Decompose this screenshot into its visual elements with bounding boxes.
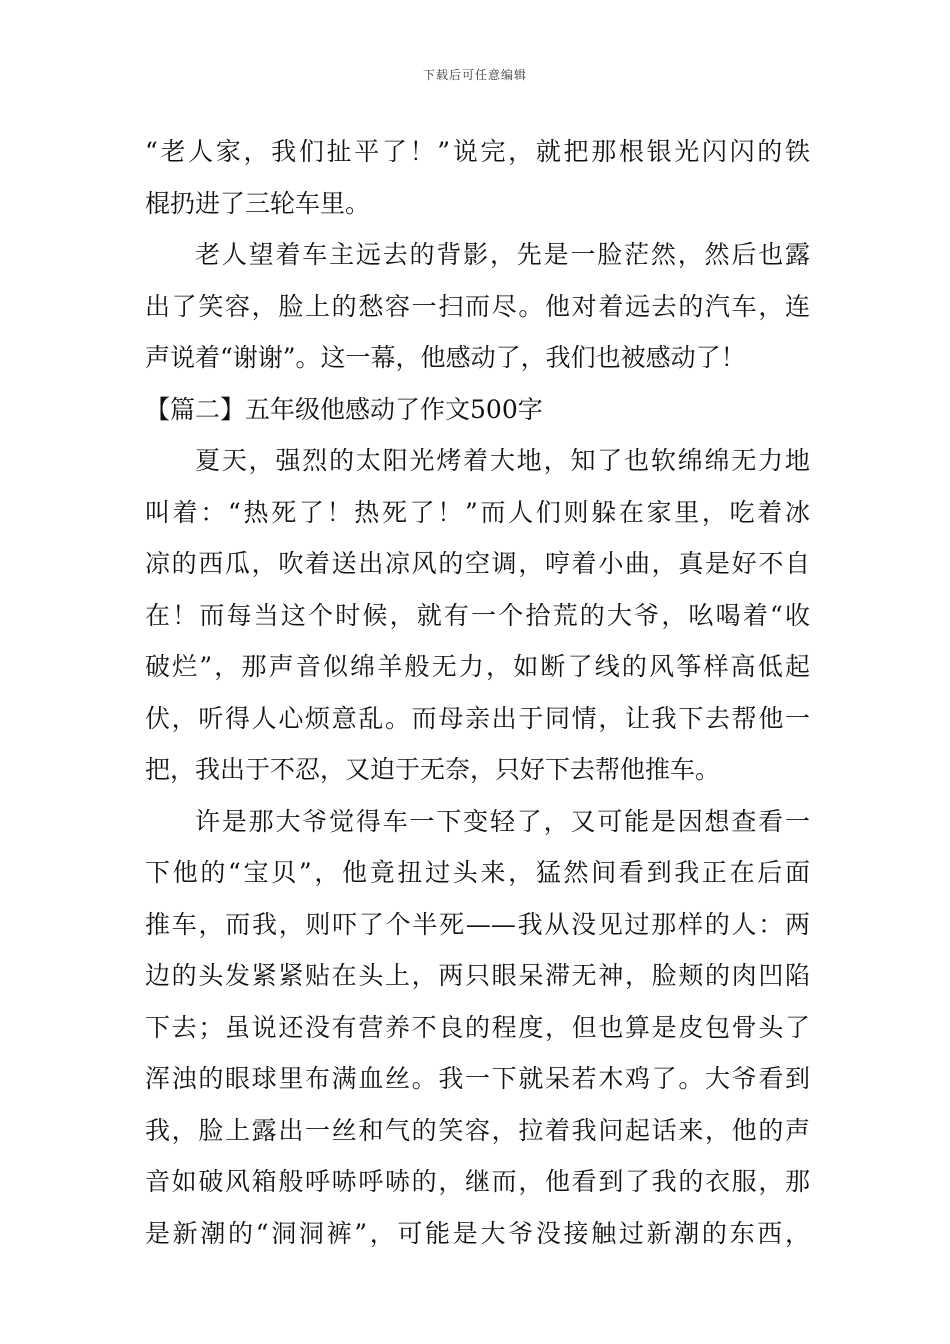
text-line: 伏，听得人心烦意乱。而母亲出于同情，让我下去帮他一 [145,703,810,733]
text-line: 边的头发紧紧贴在头上，两只眼呆滞无神，脸颊的肉凹陷 [145,961,810,990]
text-line: 在！而每当这个时候，就有一个拾荒的大爷，吆喝着“收 [145,600,810,630]
paragraph-first-line: 许是那大爷觉得车一下变轻了，又可能是因想查看一 [195,806,810,836]
page-header: 下载后可任意编辑 [422,68,527,82]
text-line: 凉的西瓜，吹着送出凉风的空调，哼着小曲，真是好不自 [145,549,810,578]
section-heading: 【篇二】五年级他感动了作文500字 [145,394,543,424]
text-line: 下他的“宝贝”，他竟扭过头来，猛然间看到我正在后面 [145,858,810,887]
text-line: 下去；虽说还没有营养不良的程度，但也算是皮包骨头了 [145,1012,810,1042]
text-line: 推车，而我，则吓了个半死——我从没见过那样的人：两 [145,909,810,939]
text-line: 浑浊的眼球里布满血丝。我一下就呆若木鸡了。大爷看到 [145,1064,810,1093]
text-line: 我，脸上露出一丝和气的笑容，拉着我问起话来，他的声 [145,1115,810,1145]
text-line: 棍扔进了三轮车里。 [145,188,371,218]
text-line: “老人家，我们扯平了！”说完，就把那根银光闪闪的铁 [145,137,810,166]
text-line: 声说着“谢谢”。这一幕，他感动了，我们也被感动了！ [145,343,746,372]
paragraph-first-line: 夏天，强烈的太阳光烤着大地，知了也软绵绵无力地 [195,446,810,475]
text-line: 破烂”，那声音似绵羊般无力，如断了线的风筝样高低起 [145,652,810,681]
text-line: 叫着：“热死了！热死了！”而人们则躲在家里，吃着冰 [145,497,810,527]
text-line: 出了笑容，脸上的愁容一扫而尽。他对着远去的汽车，连 [145,291,810,321]
text-line: 音如破风箱般呼哧呼哧的，继而，他看到了我的衣服，那 [145,1167,810,1196]
text-line: 把，我出于不忍，又迫于无奈，只好下去帮他推车。 [145,755,721,784]
document-body [145,126,810,1259]
text-line: 是新潮的“洞洞裤”，可能是大爷没接触过新潮的东西， [145,1218,810,1248]
paragraph-first-line: 老人望着车主远去的背影，先是一脸茫然，然后也露 [195,240,810,269]
